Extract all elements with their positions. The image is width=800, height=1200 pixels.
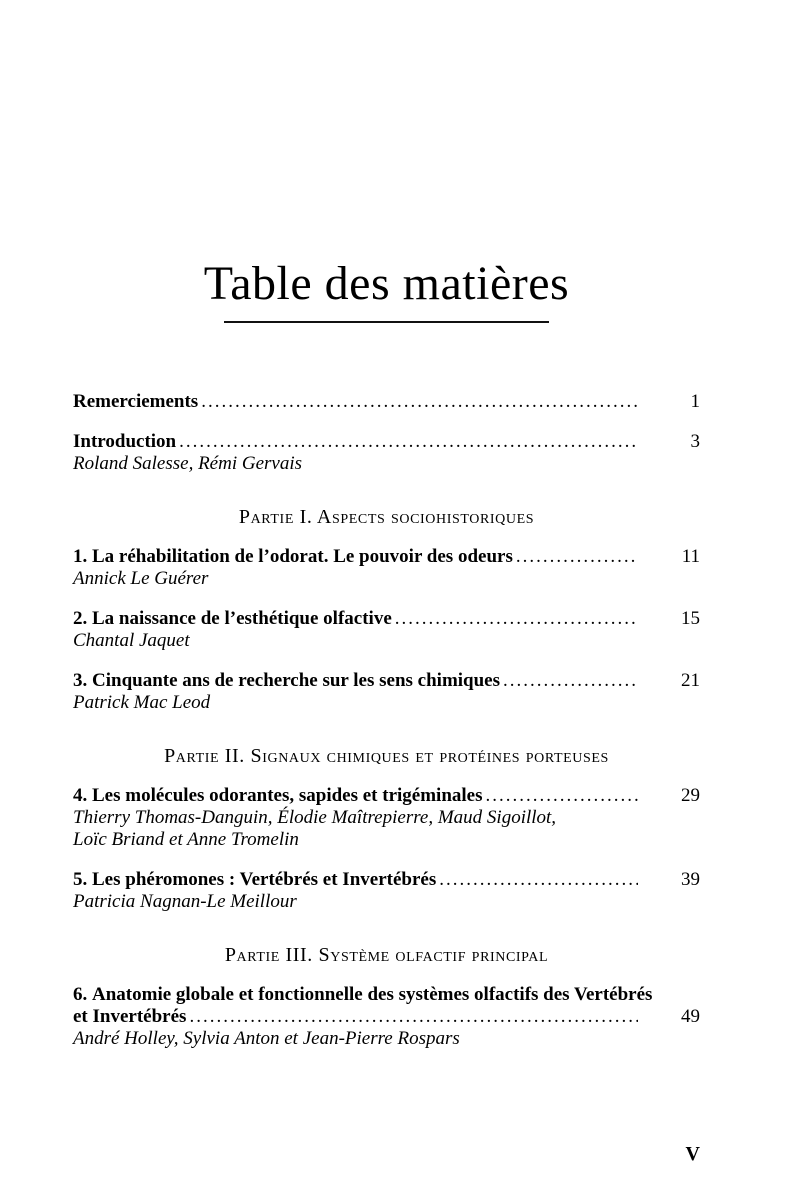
dot-leader — [189, 1006, 638, 1028]
entry-page-number: 49 — [681, 1006, 700, 1027]
toc-row-continuation — [73, 1006, 700, 1028]
page-number-folio: V — [685, 1143, 700, 1165]
entry-number: 5. — [73, 869, 88, 890]
entry-number: 3. — [73, 670, 88, 691]
toc-row-first-line — [73, 984, 700, 1006]
toc-row — [73, 431, 700, 453]
entry-number: 4. — [73, 785, 88, 806]
entry-authors: Loïc Briand et Anne Tromelin — [73, 829, 299, 850]
part-heading-1: Partie I. Aspects sociohistoriques — [238, 506, 535, 528]
entry-page-number: 11 — [681, 546, 700, 567]
page-title: Table des matières — [203, 257, 570, 310]
toc-row — [73, 785, 700, 807]
dot-leader — [486, 785, 638, 807]
entry-page-number: 3 — [690, 431, 700, 452]
entry-authors: Annick Le Guérer — [73, 568, 209, 589]
toc-row — [73, 391, 700, 413]
entry-page-number: 29 — [681, 785, 700, 806]
toc-entry-6 — [73, 984, 700, 1050]
entry-title: Remerciements — [73, 391, 199, 412]
dot-leader — [179, 431, 638, 453]
toc-entry-2 — [73, 608, 700, 652]
toc-entry-1 — [73, 546, 700, 590]
entry-title: Les molécules odorantes, sapides et trigéminales — [92, 785, 483, 806]
entry-title: La naissance de l’esthétique olfactive — [92, 608, 392, 629]
toc-entry-remerciements — [73, 391, 700, 413]
entry-title: Cinquante ans de recherche sur les sens chimiques — [92, 670, 501, 691]
page-content — [73, 0, 700, 1050]
toc-row — [73, 869, 700, 891]
entry-authors: Patrick Mac Leod — [73, 692, 211, 713]
dot-leader — [439, 869, 638, 891]
part-heading-2: Partie II. Signaux chimiques et protéines porteuses — [164, 745, 609, 767]
entry-title: Introduction — [73, 431, 177, 452]
toc-entry-4 — [73, 785, 700, 851]
entry-authors: Roland Salesse, Rémi Gervais — [73, 453, 303, 474]
toc-row — [73, 546, 700, 568]
entry-number: 1. — [73, 546, 88, 567]
entry-authors: André Holley, Sylvia Anton et Jean-Pierre Rospars — [73, 1028, 460, 1049]
entry-authors: Chantal Jaquet — [73, 630, 190, 651]
entry-page-number: 15 — [681, 608, 700, 629]
entry-number: 6. — [73, 984, 88, 1005]
toc-row — [73, 670, 700, 692]
entry-title: Les phéromones : Vertébrés et Invertébrés — [92, 869, 437, 890]
dot-leader — [503, 670, 638, 692]
entry-number: 2. — [73, 608, 88, 629]
entry-page-number: 1 — [690, 391, 700, 412]
toc-row — [73, 608, 700, 630]
entry-title: La réhabilitation de l’odorat. Le pouvoir des odeurs — [92, 546, 513, 567]
entry-title-line2: et Invertébrés — [73, 1006, 187, 1027]
toc-entry-5 — [73, 869, 700, 913]
entry-page-number: 21 — [681, 670, 700, 691]
part-heading-3: Partie III. Système olfactif principal — [224, 944, 549, 966]
title-rule — [224, 321, 549, 323]
entry-title-line1: Anatomie globale et fonctionnelle des systèmes olfactifs des Vertébrés — [92, 984, 653, 1005]
toc-list — [73, 391, 700, 1050]
toc-entry-introduction — [73, 431, 700, 475]
entry-authors: Thierry Thomas-Danguin, Élodie Maîtrepierre, Maud Sigoillot, — [73, 807, 557, 828]
dot-leader — [201, 391, 638, 413]
entry-authors: Patricia Nagnan-Le Meillour — [73, 891, 297, 912]
dot-leader — [516, 546, 638, 568]
toc-entry-3 — [73, 670, 700, 714]
dot-leader — [395, 608, 638, 630]
entry-page-number: 39 — [681, 869, 700, 890]
